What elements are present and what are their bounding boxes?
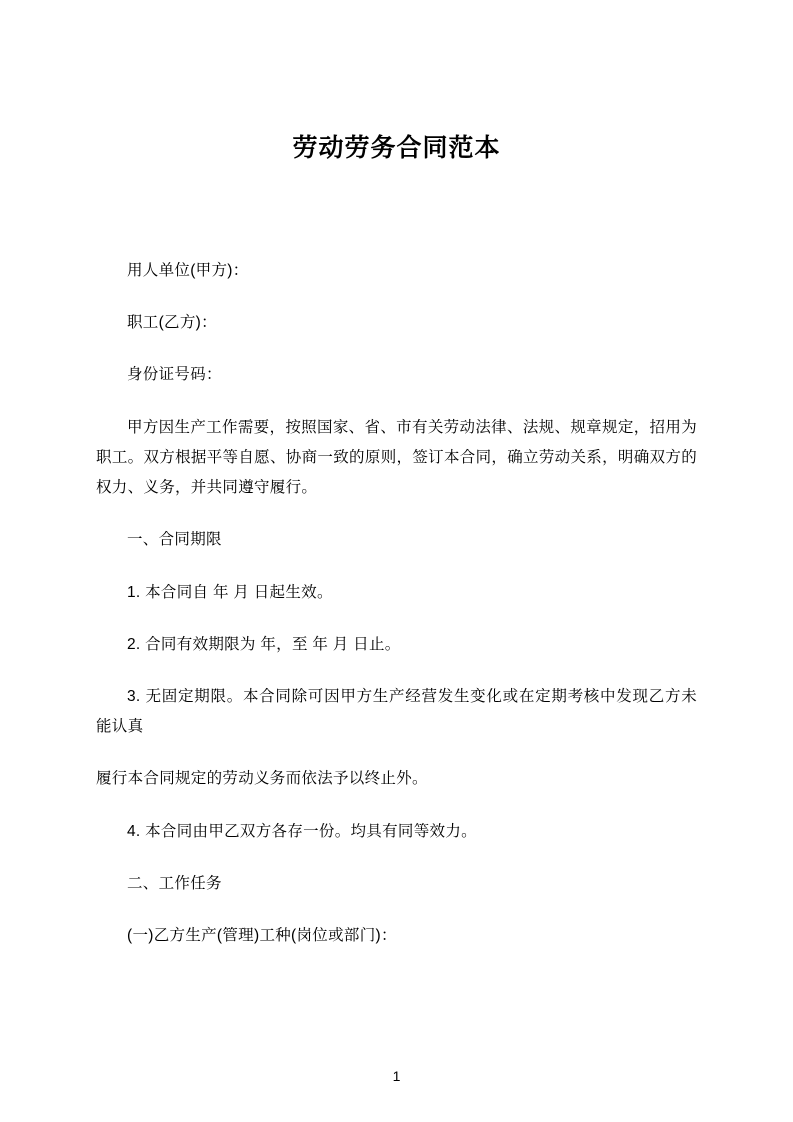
document-body: [96, 256, 697, 951]
paragraph-employer-line: 用人单位(甲方)：: [127, 262, 249, 279]
paragraph-term-item-2: 2. 合同有效期限为 年，至 年 月 日止。: [127, 635, 401, 653]
section-heading-contract-term: 一、合同期限: [127, 531, 222, 549]
paragraph-term-item-3-continued: 履行本合同规定的劳动义务而依法予以终止外。: [96, 770, 428, 788]
page-title: 劳动劳务合同范本: [292, 134, 501, 162]
paragraph-term-item-1: 1. 本合同自 年 月 日起生效。: [127, 583, 333, 601]
paragraph-term-item-4: 4. 本合同由甲乙双方各存一份。均具有同等效力。: [127, 822, 477, 840]
section-heading-work-duties: 二、工作任务: [127, 874, 222, 892]
page-number: 1: [392, 1068, 401, 1084]
paragraph-work-duties-item-1: (一)乙方生产(管理)工种(岗位或部门)：: [127, 927, 397, 945]
paragraph-id-number-line: 身份证号码：: [127, 366, 222, 384]
paragraph-preamble: 甲方因生产工作需要，按照国家、省、市有关劳动法律、法规、规章规定，招用为职工。双方根据平等自愿、协商一致的原则，签订本合同，确立劳动关系，明确双方的权力、义务，并共同遵守履行。: [96, 418, 697, 497]
paragraph-term-item-3: 3. 无固定期限。本合同除可因甲方生产经营发生变化或在定期考核中发现乙方未能认真: [96, 687, 697, 736]
paragraph-employee-line: 职工(乙方)：: [127, 314, 217, 332]
